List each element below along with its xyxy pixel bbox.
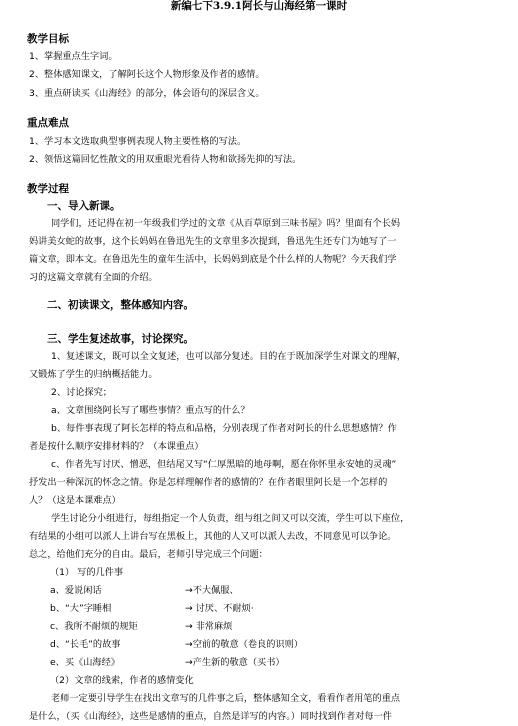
section-3-heading: 三、学生复述故事，讨论探究。 [47, 333, 194, 345]
paragraph-line: c、作者先写讨厌、憎恶，但结尾又写“仁厚黑暗的地母啊，愿在你怀里永安她的灵魂” [51, 459, 397, 470]
event-row [50, 618, 233, 636]
question-1: （1） 写的几件事 [50, 567, 124, 578]
paragraph-line: 抒发出一种深沉的怀念之情。你是怎样理解作者的感情的？在作者眼里阿长是一个怎样的 [29, 477, 388, 488]
keypoint-item: 1、学习本文选取典型事例表现人物主要性格的写法。 [29, 136, 247, 147]
event-text: d、“长毛”的故事 [50, 639, 121, 650]
question-2: （2）文章的线索，作者的感情变化 [50, 675, 194, 686]
event-row [50, 600, 254, 618]
paragraph-line: 1、复述课文，既可以全文复述，也可以部分复述。目的在于既加深学生对课文的理解， [51, 351, 406, 362]
paragraph-line: 又锻炼了学生的归纳概括能力。 [29, 369, 158, 380]
keypoint-item: 2、领悟这篇回忆性散文的用双重眼光看待人物和欲扬先抑的写法。 [29, 154, 302, 165]
objective-item: 1、掌握重点生字词。 [29, 51, 118, 62]
section-1-heading: 一、导入新课。 [47, 200, 121, 212]
paragraph-line: 老师一定要引导学生在找出文章写的几件事之后，整体感知全文，看看作者用笔的重点 [51, 693, 401, 704]
paragraph-line: 习的这篇文章就有全面的介绍。 [29, 272, 158, 283]
objective-item: 2、整体感知课文，了解阿长这个人物形象及作者的感情。 [29, 69, 265, 80]
paragraph-line: 篇文章，即本文。在鲁迅先生的童年生活中，长妈妈到底是个什么样的人物呢？今天我们学 [29, 254, 397, 265]
objective-item: 3、重点研读买《山海经》的部分，体会语句的深层含义。 [29, 88, 265, 99]
paragraph-line: 妈讲美女蛇的故事，这个长妈妈在鲁迅先生的文章里多次提到，鲁迅先生还专门为她写了一 [29, 236, 397, 247]
event-text: e、买《山海经》 [50, 657, 120, 668]
event-text: a、爱说闲话 [50, 585, 102, 596]
event-feeling: → 非常麻烦 [185, 621, 233, 632]
event-text: b、“大”字睡相 [50, 603, 112, 614]
paragraph-line: 总之，给他们充分的自由。最后，老师引导完成三个问题： [29, 549, 268, 560]
section-2-heading: 二、初读课文，整体感知内容。 [47, 299, 194, 311]
event-text: c、我所不耐烦的规矩 [50, 621, 138, 632]
paragraph-line: 2、讨论探究； [51, 387, 112, 398]
paragraph-line: b、每件事表现了阿长怎样的特点和品格，分别表现了作者对阿长的什么思想感情？作 [51, 423, 397, 434]
event-feeling: →产生新的敬意（买书） [185, 657, 285, 668]
paragraph-line: a、文章围绕阿长写了哪些事情？重点写的什么？ [51, 405, 250, 416]
keypoints-heading: 重点难点 [27, 117, 69, 129]
document-title: 新编七下3.9.1阿长与山海经第一课时 [170, 0, 348, 12]
objectives-heading: 教学目标 [27, 33, 69, 45]
paragraph-line: 有结果的小组可以派人上讲台写在黑板上，其他的人又可以派人去改，不同意见可以争论。 [29, 531, 397, 542]
paragraph-line: 学生讨论分小组进行，每组指定一个人负责，组与组之间又可以交流，学生可以下座位， [51, 513, 410, 524]
event-feeling: → 讨厌、不耐烦· [185, 603, 254, 614]
process-heading: 教学过程 [27, 183, 69, 195]
event-row [50, 582, 239, 600]
paragraph-line: 是什么，（买《山海经》，这些是感情的重点，自然是详写的内容。）同时找到作者对每一件 [29, 711, 392, 722]
paragraph-line: 同学们，还记得在初一年级我们学过的文章《从百草原到三味书屋》吗？里面有个长妈 [51, 218, 401, 229]
paragraph-line: 人？（这是本课难点） [29, 495, 121, 506]
event-row [50, 654, 285, 672]
event-feeling: →空前的敬意（卷良的识则） [185, 639, 303, 650]
event-feeling: →不大佩服、 [185, 585, 239, 596]
event-row [50, 636, 303, 654]
paragraph-line: 者是按什么顺序安排材料的？（本课重点） [29, 441, 204, 452]
